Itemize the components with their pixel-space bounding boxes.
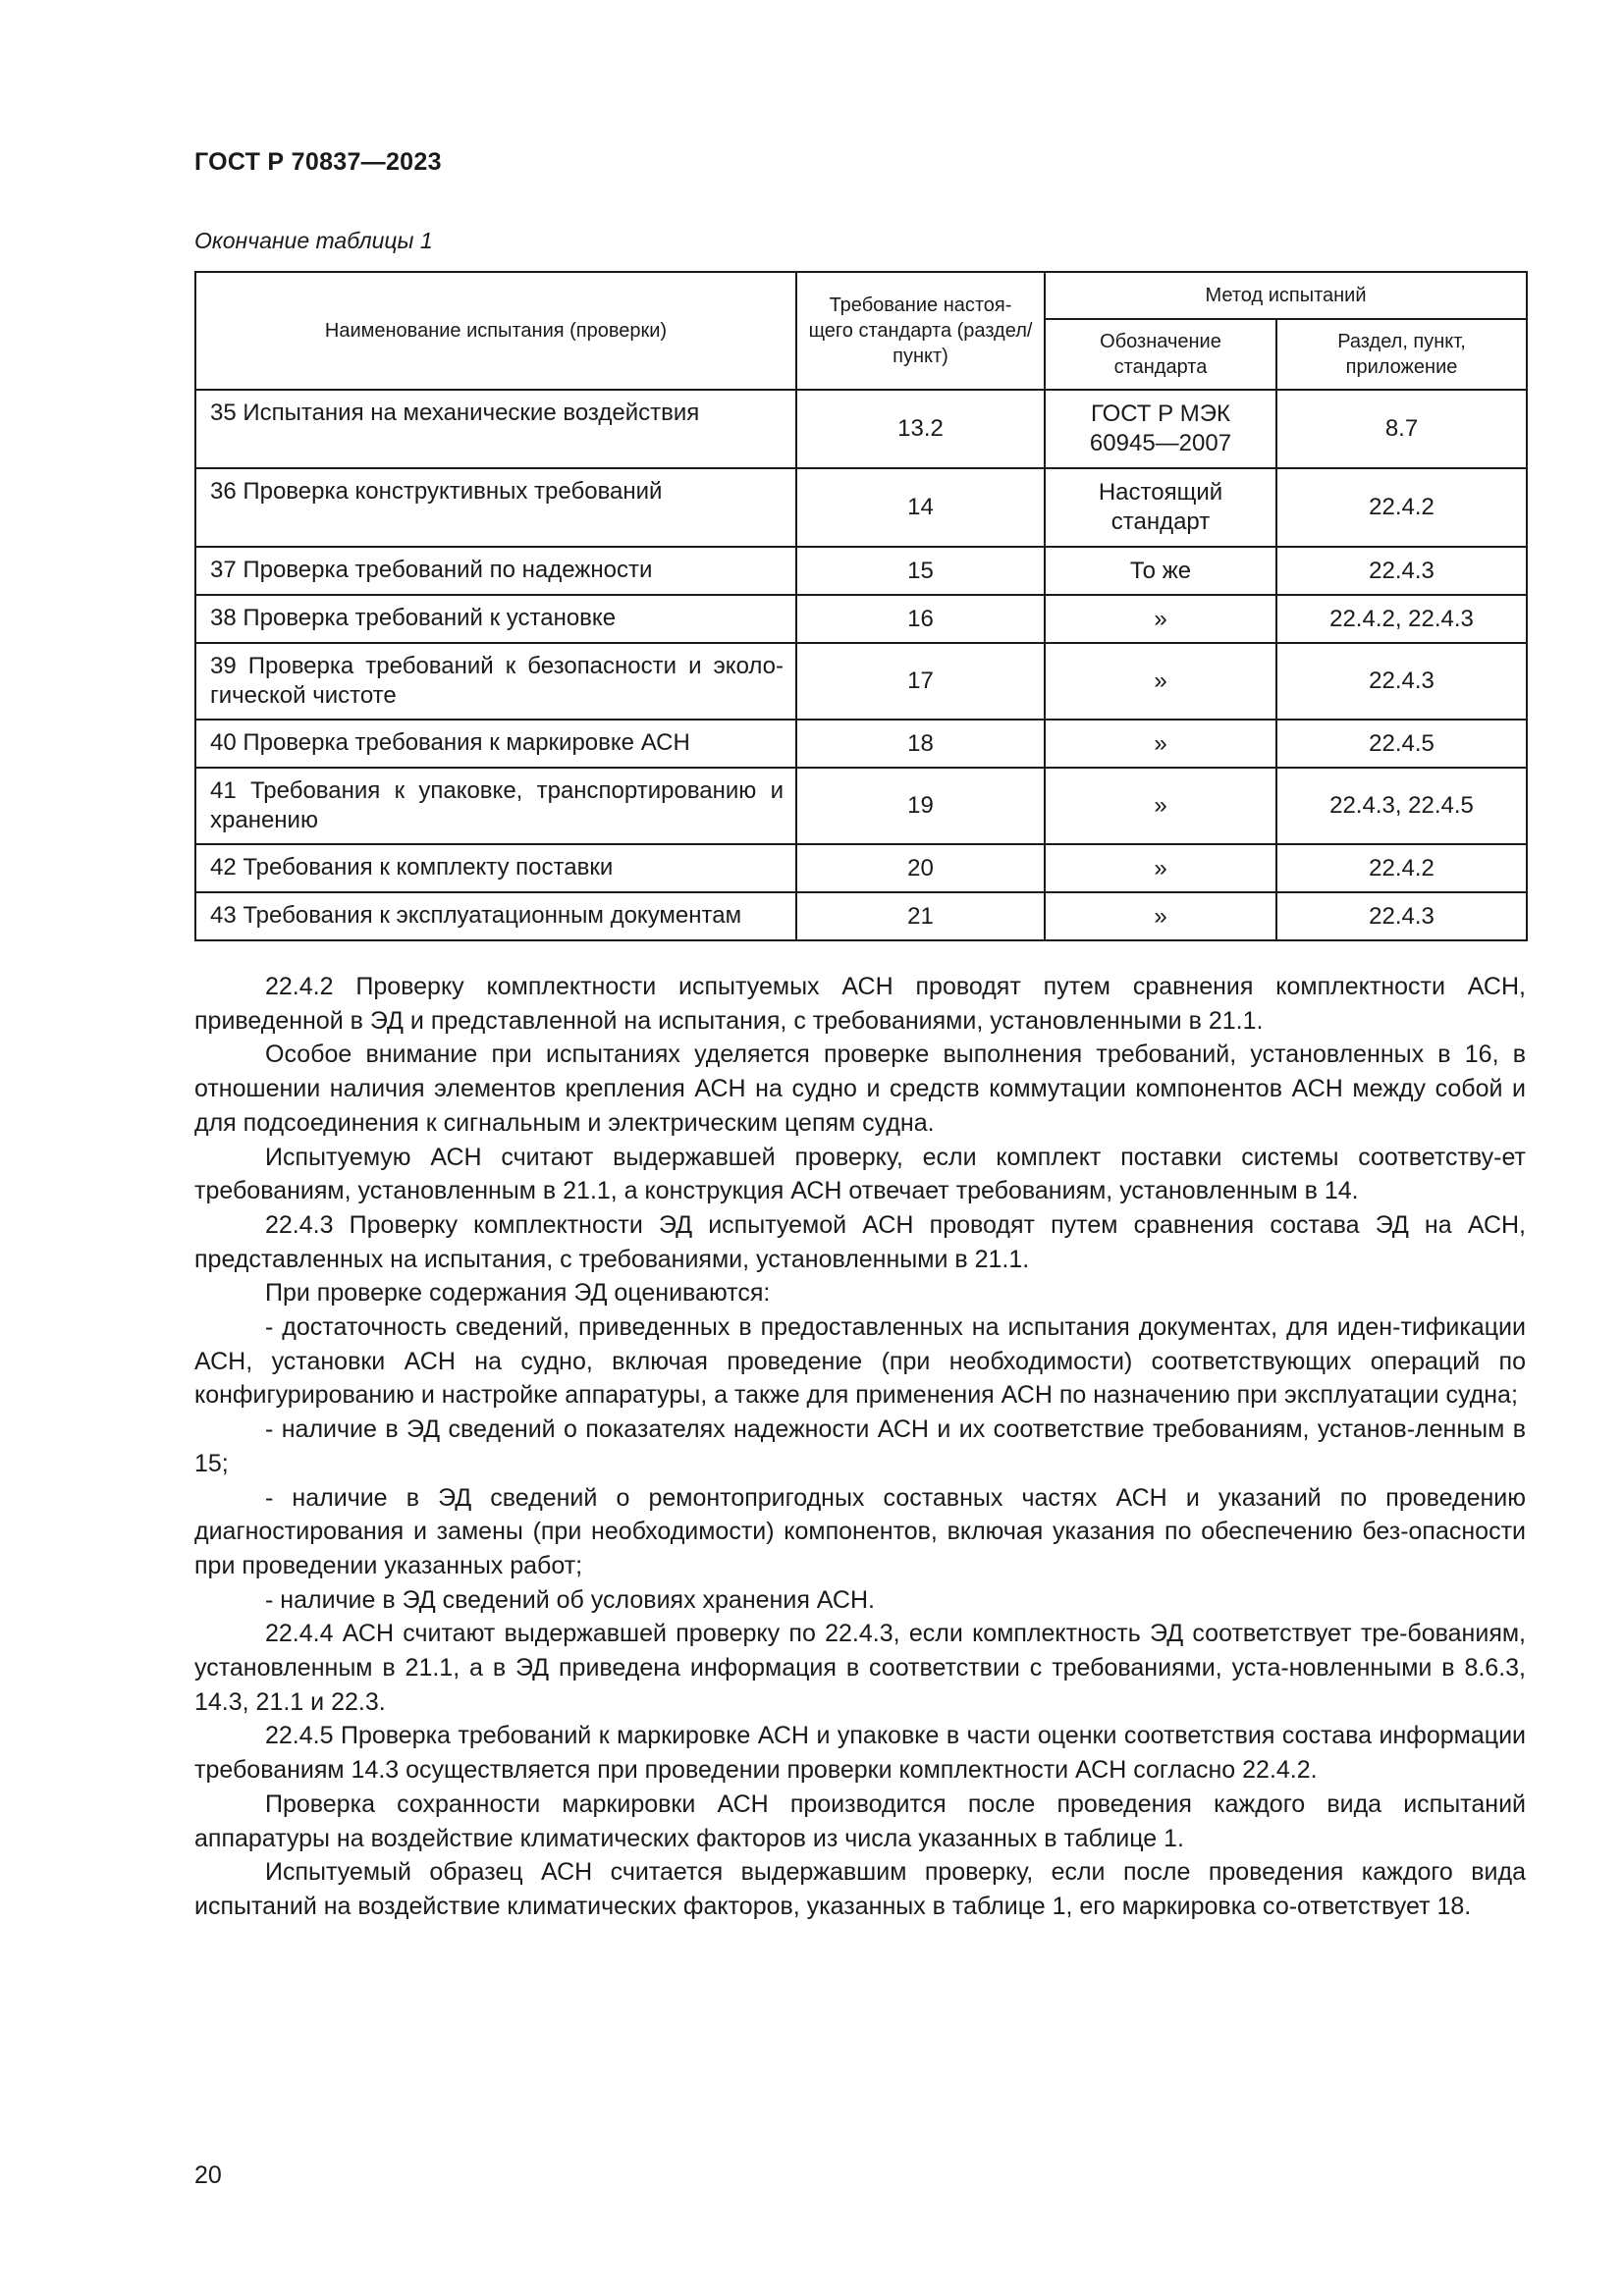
table-row [195, 468, 1527, 547]
paragraph: - наличие в ЭД сведений о ремонтопригодных составных частях АСН и указаний по проведению диагностирования и замены (при необходимости) компонентов, включая указания по обеспечению без-опасности при проведении указанных работ; [194, 1483, 1526, 1579]
test-name: 41 Требования к упаковке, транспортированию и хранению [195, 768, 796, 844]
requirement-ref: 17 [796, 643, 1045, 720]
test-name: 39 Проверка требований к безопасности и эколо-гической чистоте [195, 643, 796, 720]
test-name: 35 Испытания на механические воздействия [195, 390, 796, 468]
table-row [195, 643, 1527, 720]
standard-section: 22.4.3, 22.4.5 [1276, 768, 1527, 844]
test-name: 42 Требования к комплекту поставки [195, 844, 796, 892]
standard-designation: » [1045, 595, 1276, 643]
test-name: 40 Проверка требования к маркировке АСН [195, 720, 796, 768]
standard-section: 22.4.2 [1276, 844, 1527, 892]
test-name: 43 Требования к эксплуатационным документам [195, 892, 796, 940]
paragraph: При проверке содержания ЭД оцениваются: [265, 1279, 771, 1308]
paragraph: Испытуемую АСН считают выдержавшей проверку, если комплект поставки системы соответству-ет требованиям, установленным в 21.1, а конструкция АСН отвечает требованиям, установленным в 14. [194, 1143, 1526, 1205]
standard-designation: » [1045, 892, 1276, 940]
standard-section: 22.4.5 [1276, 720, 1527, 768]
header-section: Раздел, пункт, приложение [1276, 319, 1527, 390]
standard-section: 22.4.2, 22.4.3 [1276, 595, 1527, 643]
standard-designation: Настоящий стандарт [1045, 468, 1276, 547]
paragraph: 22.4.2 Проверку комплектности испытуемых АСН проводят путем сравнения комплектности АСН, приведенной в ЭД и представленной на испытания, с требованиями, установленными в 21.1. [194, 973, 1526, 1035]
standard-designation: То же [1045, 547, 1276, 595]
page-number: 20 [194, 2162, 222, 2189]
standard-section: 22.4.3 [1276, 643, 1527, 720]
header-name: Наименование испытания (проверки) [195, 272, 796, 390]
header-designation: Обозначение стандарта [1045, 319, 1276, 390]
paragraph: 22.4.4 АСН считают выдержавшей проверку по 22.4.3, если комплектность ЭД соответствует тре-бованиям, установленным в 21.1, а в ЭД приведена информация в соответствии с требованиями, уста-новленными в 8.6.3, 14.3, 21.1 и 22.3. [194, 1620, 1526, 1716]
test-name: 38 Проверка требований к установке [195, 595, 796, 643]
paragraph: Проверка сохранности маркировки АСН производится после проведения каждого вида испытаний аппаратуры на воздействие климатических факторов из числа указанных в таблице 1. [194, 1789, 1526, 1852]
requirement-ref: 15 [796, 547, 1045, 595]
standard-section: 8.7 [1276, 390, 1527, 468]
table-row [195, 595, 1527, 643]
table-row [195, 720, 1527, 768]
paragraph: - достаточность сведений, приведенных в предоставленных на испытания документах, для иден-тификации АСН, установки АСН на судно, включая проведение (при необходимости) соответствующих операций по конфигурированию и настройке аппаратуры, а также для применения АСН по назначению при эксплуатации судна; [194, 1313, 1526, 1410]
table-row [195, 547, 1527, 595]
standard-designation: » [1045, 643, 1276, 720]
paragraph: - наличие в ЭД сведений об условиях хранения АСН. [265, 1585, 875, 1614]
standard-designation: ГОСТ Р МЭК 60945—2007 [1045, 390, 1276, 468]
standard-designation: » [1045, 844, 1276, 892]
test-name: 37 Проверка требований по надежности [195, 547, 796, 595]
table-row [195, 892, 1527, 940]
table-row [195, 844, 1527, 892]
requirement-ref: 18 [796, 720, 1045, 768]
header-method: Метод испытаний [1045, 272, 1527, 319]
requirement-ref: 19 [796, 768, 1045, 844]
standard-section: 22.4.3 [1276, 547, 1527, 595]
requirement-ref: 16 [796, 595, 1045, 643]
table-row [195, 768, 1527, 844]
requirement-ref: 20 [796, 844, 1045, 892]
standard-section: 22.4.3 [1276, 892, 1527, 940]
paragraph: Испытуемый образец АСН считается выдержавшим проверку, если после проведения каждого вида испытаний на воздействие климатических факторов, указанных в таблице 1, его маркировка со-ответствует 18. [194, 1858, 1526, 1920]
requirement-ref: 14 [796, 468, 1045, 547]
paragraph: 22.4.5 Проверка требований к маркировке АСН и упаковке в части оценки соответствия состава информации требованиям 14.3 осуществляется при проведении проверки комплектности АСН согласно 22.4.2. [194, 1722, 1526, 1785]
paragraph: - наличие в ЭД сведений о показателях надежности АСН и их соответствие требованиям, установ-ленным в 15; [194, 1415, 1526, 1477]
paragraph: Особое внимание при испытаниях уделяется проверке выполнения требований, установленных в 16, в отношении наличия элементов крепления АСН на судно и средств коммутации компонентов АСН между собой и для подсоединения к сигнальным и электрическим цепям судна. [194, 1041, 1526, 1137]
test-name: 36 Проверка конструктивных требований [195, 468, 796, 547]
requirement-ref: 21 [796, 892, 1045, 940]
standard-designation: » [1045, 720, 1276, 768]
document-id: ГОСТ Р 70837—2023 [194, 148, 442, 176]
body-text [194, 970, 1526, 1924]
table-caption: Окончание таблицы 1 [194, 228, 433, 253]
requirement-ref: 13.2 [796, 390, 1045, 468]
header-requirement: Требование настоя-щего стандарта (раздел/пункт) [796, 272, 1045, 390]
test-methods-table [194, 271, 1528, 941]
table-row [195, 390, 1527, 468]
standard-section: 22.4.2 [1276, 468, 1527, 547]
standard-designation: » [1045, 768, 1276, 844]
paragraph: 22.4.3 Проверку комплектности ЭД испытуемой АСН проводят путем сравнения состава ЭД на АСН, представленных на испытания, с требованиями, установленными в 21.1. [194, 1210, 1526, 1273]
